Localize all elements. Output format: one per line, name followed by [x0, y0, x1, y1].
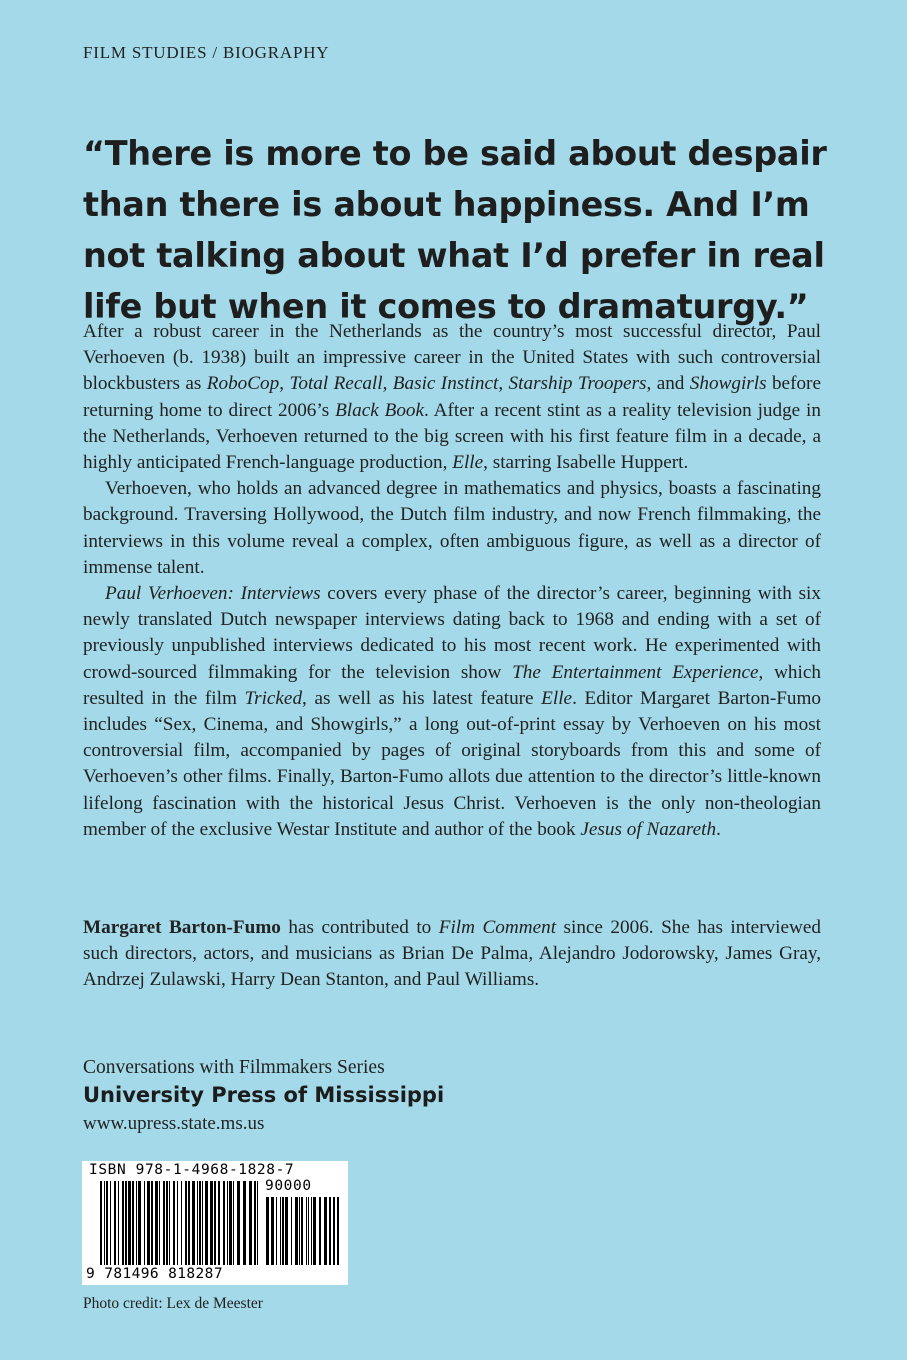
category-label: FILM STUDIES / BIOGRAPHY [83, 43, 330, 62]
description-paragraph-2: Verhoeven, who holds an advanced degree in mathematics and physics, boasts a fascinating background. Traversing Hollywood, the Dutch film industry, and now French filmmaking, the interviews in this volume reveal a complex, often ambiguous figure, as well as a director of immense talent. [83, 478, 821, 578]
barcode-bar [202, 1181, 203, 1265]
barcode-bar [159, 1181, 160, 1265]
film-title: Black Book [335, 399, 425, 421]
barcode-bar [271, 1197, 274, 1265]
barcode-bar [285, 1197, 288, 1265]
film-title: Elle [541, 687, 573, 709]
barcode-bar [118, 1181, 119, 1265]
barcode-bar [313, 1197, 316, 1265]
film-title: RoboCop [206, 373, 280, 395]
barcode-bar [125, 1181, 127, 1265]
barcode-bar [132, 1181, 134, 1265]
series-name: Conversations with Filmmakers Series [83, 1057, 385, 1078]
publisher-name: University Press of Mississippi [83, 1083, 445, 1107]
barcode-bar [280, 1197, 281, 1265]
barcode-bar [104, 1181, 105, 1265]
barcode-bar [329, 1197, 331, 1265]
barcode-bar [308, 1197, 309, 1265]
film-title: Basic Instinct [392, 373, 499, 395]
book-title: Paul Verhoeven: Interviews [105, 583, 321, 605]
film-title: Showgirls [689, 373, 767, 395]
publisher-website: www.upress.state.ms.us [83, 1113, 265, 1134]
description-paragraph-3: Paul Verhoeven: Interviews covers every phase of the director’s career, beginning with six newly translated Dutch newspaper interviews dating back to 1968 and ending with a set of previously unpublished interviews dedicated to his most recent work. He experimented with crowd-sourced filmmaking for the television show The Entertainment Experience, which resulted in the film Tricked, as well as his latest feature Elle. Editor Margaret Barton-Fumo includes “Sex, Cinema, and Showgirls,” a long out-of-print essay by Verhoeven on his most controversial film, accompanied by pages of original storyboards from this and some of Verhoeven’s other films. Finally, Barton-Fumo allots due attention to the director’s little-known lifelong fascination with the historical Jesus Christ. Verhoeven is the only non-theologian member of the exclusive Westar Institute and author of the book Jesus of Nazareth. [83, 583, 821, 840]
barcode-bar [257, 1181, 258, 1265]
barcode-bar [185, 1181, 187, 1265]
isbn-label: ISBN 978-1-4968-1828-7 [89, 1162, 295, 1178]
barcode-bar [155, 1181, 158, 1265]
barcode-bar [223, 1181, 225, 1265]
barcode-bar [177, 1181, 178, 1265]
barcode-bar [147, 1181, 150, 1265]
description [83, 319, 821, 843]
author-name: Margaret Barton-Fumo [83, 917, 281, 938]
barcode-bar [237, 1181, 240, 1265]
barcode-bar [249, 1181, 252, 1265]
film-title: Starship Troopers [508, 373, 647, 395]
ean-digits: 9 781496 818287 [86, 1266, 223, 1282]
barcode-bar [192, 1181, 195, 1265]
barcode-bar [276, 1197, 277, 1265]
barcode-bar [100, 1181, 102, 1265]
author-bio: Margaret Barton-Fumo has contributed to Film Comment since 2006. She has interviewed such directors, actors, and musicians as Brian De Palma, Alejandro Jodorowsky, James Gray, Andrzej Zulawski, Harry Dean Stanton, and Paul Williams. [83, 917, 821, 991]
magazine-title: Film Comment [438, 917, 557, 938]
barcode-bar [210, 1181, 213, 1265]
barcode-bar [254, 1181, 256, 1265]
barcode-bar [169, 1181, 170, 1265]
barcode-bar [128, 1181, 131, 1265]
book-title: Jesus of Nazareth [580, 818, 717, 840]
barcode-bar [319, 1197, 321, 1265]
price-code: 90000 [265, 1178, 312, 1194]
barcode-bar [333, 1197, 335, 1265]
barcode-bar [301, 1197, 303, 1265]
barcode-bar [324, 1197, 327, 1265]
barcode-bar [106, 1181, 108, 1265]
barcode-bar [295, 1197, 298, 1265]
barcode-bar [188, 1181, 190, 1265]
barcode-bar [214, 1181, 216, 1265]
barcode-bar [266, 1197, 269, 1265]
film-title: Total Recall [289, 373, 383, 395]
barcode-bar [114, 1181, 116, 1265]
barcode-bar [243, 1181, 246, 1265]
barcode-bar [173, 1181, 175, 1265]
barcode-bar [166, 1181, 168, 1265]
photo-credit: Photo credit: Lex de Meester [83, 1295, 263, 1312]
film-title: Tricked [244, 687, 303, 709]
barcode-bar [306, 1197, 307, 1265]
barcode-bar [197, 1181, 198, 1265]
description-paragraph-1: After a robust career in the Netherlands as the country’s most successful director, Paul Verhoeven (b. 1938) built an impressive career in the United States with such controversial blockbusters as RoboCop, Total Recall, Basic Instinct, Starship Troopers, and Showgirls before returning home to direct 2006’s Black Book. After a recent stint as a reality television judge in the Netherlands, Verhoeven returned to the big screen with his first feature film in a decade, a highly anticipated French-language production, Elle, starring Isabelle Huppert. [83, 321, 821, 474]
barcode-bar [122, 1181, 124, 1265]
barcode-bar [229, 1181, 232, 1265]
barcode-bar [138, 1181, 141, 1265]
barcode-bar [181, 1181, 182, 1265]
film-title: Elle [452, 452, 484, 474]
barcode-bar [151, 1181, 153, 1265]
barcode-bar [136, 1181, 137, 1265]
isbn-barcode [82, 1161, 348, 1285]
barcode-bar [337, 1197, 339, 1265]
barcode-bar [144, 1181, 145, 1265]
barcode-bar [299, 1197, 300, 1265]
barcode-bar [233, 1181, 234, 1265]
barcode-bar [311, 1197, 312, 1265]
barcode-bar [227, 1181, 228, 1265]
show-title: The Entertainment Experience [512, 661, 759, 683]
pull-quote: “There is more to be said about despair than there is about happiness. And I’m not talking about what I’d prefer in real life but when it comes to dramaturgy.” [83, 134, 827, 326]
barcode-bar [218, 1181, 220, 1265]
barcode-bar [110, 1181, 111, 1265]
barcode-bar [291, 1197, 292, 1265]
barcode-bar [163, 1181, 165, 1265]
barcode-bar [282, 1197, 284, 1265]
barcode-bar [205, 1181, 208, 1265]
barcode-bar [199, 1181, 201, 1265]
